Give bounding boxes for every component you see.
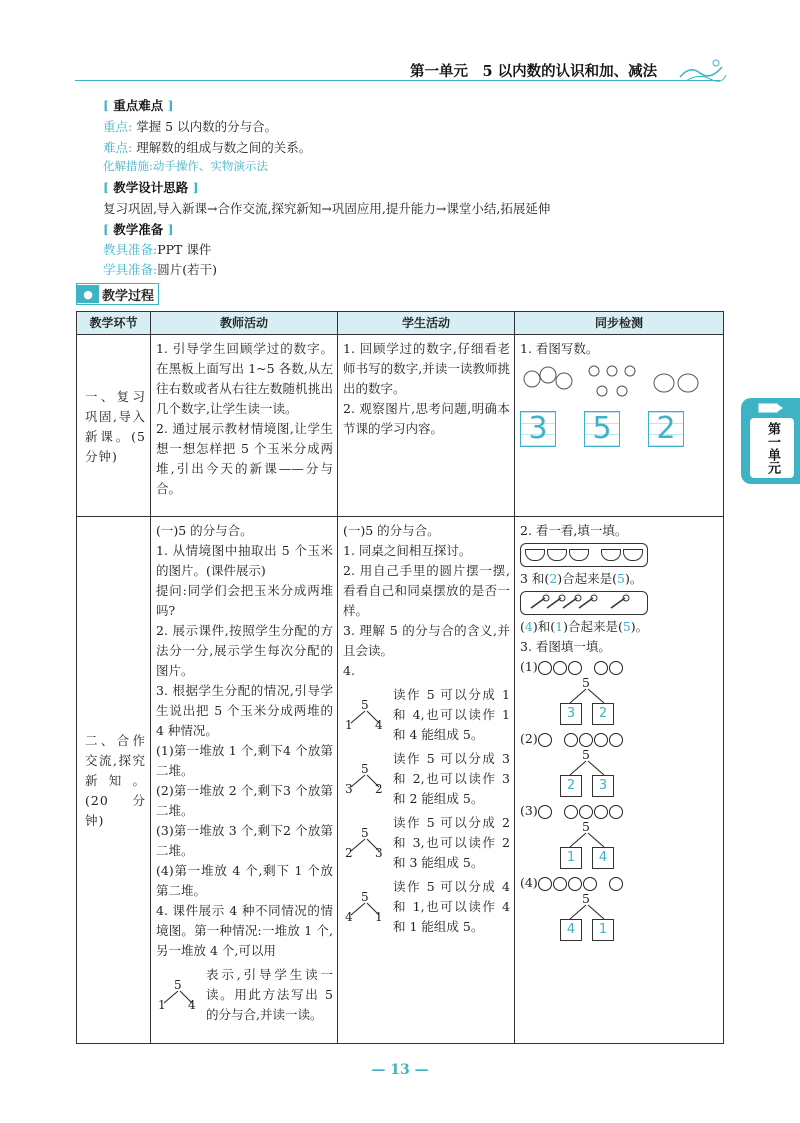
teacher-cell-2 bbox=[151, 517, 338, 1044]
count-pictures bbox=[520, 363, 719, 447]
digit-box: 5 bbox=[584, 411, 620, 447]
pen-icon bbox=[755, 401, 785, 417]
key-point-line: 重点: 掌握 5 以内数的分与合。 bbox=[103, 119, 278, 134]
student-text: 读作 5 可以分成 1 和 4,也可以读作 1 和 4 能组成 5。 bbox=[393, 687, 510, 742]
circle-row: (3) bbox=[520, 801, 719, 821]
header-check: 同步检测 bbox=[515, 312, 724, 335]
bowls-picture bbox=[520, 543, 648, 567]
digit-box: 2 bbox=[648, 411, 684, 447]
page-header-title: 第一单元 5 以内数的认识和加、减法 bbox=[410, 63, 658, 80]
stage-cell-1: 一、复习巩固,导入新课。(5 分钟) bbox=[77, 335, 151, 517]
number-tree: 5 1 4 bbox=[560, 821, 680, 871]
header-student: 学生活动 bbox=[338, 312, 515, 335]
spoons-picture bbox=[520, 591, 648, 615]
teacher-text: 2. 展示课件,按照学生分配的方法分一分,展示学生每次分配的图片。 bbox=[156, 623, 333, 678]
student-text: 1. 回顾学过的数字,仔细看老师书写的数字,并读一读教师挑出的数字。 bbox=[343, 341, 510, 396]
student-text: (一)5 的分与合。 bbox=[343, 523, 440, 538]
picture-group bbox=[648, 363, 704, 447]
student-text: 读作 5 可以分成 3 和 2,也可以读作 3 和 2 能组成 5。 bbox=[393, 751, 510, 806]
lesson-table bbox=[76, 311, 724, 1044]
table-header-row bbox=[77, 312, 724, 335]
digit-box: 3 bbox=[520, 411, 556, 447]
teacher-text: (3)第一堆放 3 个,剩下2 个放第二堆。 bbox=[156, 823, 333, 858]
teacher-text: 表示,引导学生读一读。用此方法写出 5 的分与合,并读一读。 bbox=[206, 967, 333, 1022]
check-item bbox=[520, 657, 719, 727]
split-diagram-row bbox=[156, 965, 333, 1025]
teacher-text: 3. 根据学生分配的情况,引导学生说出把 5 个玉米分成两堆的 4 种情况。 bbox=[156, 683, 333, 738]
student-item-number: 4. bbox=[343, 663, 355, 678]
check-title: 3. 看图填一填。 bbox=[520, 639, 611, 654]
key-section-title: [ 重点难点 ] bbox=[103, 98, 174, 113]
teacher-text: 4. 课件展示 4 种不同情况的情境图。第一种情况:一堆放 1 个,另一堆放 4 个,可以用 bbox=[156, 903, 333, 958]
check-question-2: (4)和(1)合起来是(5)。 bbox=[520, 619, 649, 634]
split-diagram: 5 1 4 bbox=[345, 698, 383, 732]
student-text: 读作 5 可以分成 2 和 3,也可以读作 2 和 3 能组成 5。 bbox=[393, 815, 510, 870]
check-item-list bbox=[520, 657, 719, 943]
split-diagram-row bbox=[343, 877, 510, 937]
student-text: 1. 同桌之间相互探讨。 bbox=[343, 543, 472, 558]
student-cell-2 bbox=[338, 517, 515, 1044]
circle-row: (4) bbox=[520, 873, 719, 893]
side-unit-tab bbox=[741, 398, 800, 484]
teacher-text: 提问:同学们会把玉米分成两堆吗? bbox=[156, 583, 333, 618]
teacher-text: (4)第一堆放 4 个,剩下 1 个放第二堆。 bbox=[156, 863, 333, 898]
teacher-text: 1. 从情境图中抽取出 5 个玉米的图片。(课件展示) bbox=[156, 543, 333, 578]
teacher-text: (2)第一堆放 2 个,剩下3 个放第二堆。 bbox=[156, 783, 333, 818]
check-question-1: 3 和(2)合起来是(5)。 bbox=[520, 571, 643, 586]
teacher-text: (1)第一堆放 1 个,剩下4 个放第二堆。 bbox=[156, 743, 333, 778]
header-rule bbox=[75, 80, 720, 81]
student-text: 3. 理解 5 的分与合的含义,并且会读。 bbox=[343, 623, 510, 658]
design-text: 复习巩固,导入新课→合作交流,探究新知→巩固应用,提升能力→课堂小结,拓展延伸 bbox=[103, 201, 551, 216]
check-title: 2. 看一看,填一填。 bbox=[520, 523, 628, 538]
check-cell-2 bbox=[515, 517, 724, 1044]
picture-group bbox=[520, 363, 576, 447]
split-diagram-row bbox=[343, 813, 510, 873]
split-diagram-row bbox=[343, 685, 510, 745]
location-pin-icon: ● bbox=[77, 285, 99, 303]
check-item bbox=[520, 801, 719, 871]
header-teacher: 教师活动 bbox=[151, 312, 338, 335]
circle-row: (2) bbox=[520, 729, 719, 749]
teacher-text: 2. 通过展示教材情境图,让学生想一想怎样把 5 个玉米分成两堆,引出今天的新课——分与合。 bbox=[156, 421, 333, 496]
process-section-title: ● 教学过程 bbox=[76, 283, 159, 305]
dog-picture-icon bbox=[648, 363, 704, 403]
student-text: 2. 用自己手里的圆片摆一摆,看看自己和同桌摆放的是否一样。 bbox=[343, 563, 510, 618]
split-diagram-row bbox=[343, 749, 510, 809]
check-cell-1 bbox=[515, 335, 724, 517]
table-row bbox=[77, 517, 724, 1044]
split-diagram: 5 2 3 bbox=[345, 826, 383, 860]
student-text: 读作 5 可以分成 4 和 1,也可以读作 4 和 1 能组成 5。 bbox=[393, 879, 510, 934]
split-diagram: 5 4 1 bbox=[345, 890, 383, 924]
animal-picture-icon bbox=[520, 363, 576, 403]
teacher-prep-line: 教具准备:PPT 课件 bbox=[103, 242, 212, 257]
picture-group bbox=[584, 363, 640, 447]
table-row bbox=[77, 335, 724, 517]
number-tree: 5 2 3 bbox=[560, 749, 680, 799]
strategy-line: 化解措施:动手操作、实物演示法 bbox=[103, 159, 268, 173]
teacher-text: 1. 引导学生回顾学过的数字。在黑板上面写出 1~5 各数,从左往右数或者从右往左数随机挑出几个数字,让学生读一读。 bbox=[156, 341, 333, 416]
check-item bbox=[520, 729, 719, 799]
student-prep-line: 学具准备:圆片(若干) bbox=[103, 262, 217, 277]
bird-picture-icon bbox=[584, 363, 640, 403]
number-tree: 5 3 2 bbox=[560, 677, 680, 727]
number-tree: 5 4 1 bbox=[560, 893, 680, 943]
prep-section-title: [ 教学准备 ] bbox=[103, 222, 174, 237]
difficult-point-line: 难点: 理解数的组成与数之间的关系。 bbox=[103, 140, 312, 155]
page-number: — 13 — bbox=[371, 1062, 429, 1078]
teacher-cell-1 bbox=[151, 335, 338, 517]
student-cell-1 bbox=[338, 335, 515, 517]
student-text: 2. 观察图片,思考问题,明确本节课的学习内容。 bbox=[343, 401, 510, 436]
header-decoration-icon bbox=[678, 55, 728, 85]
check-item bbox=[520, 873, 719, 943]
split-diagram: 5 1 4 bbox=[158, 978, 196, 1012]
teacher-text: (一)5 的分与合。 bbox=[156, 523, 253, 538]
student-split-list bbox=[343, 685, 510, 937]
stage-cell-2: 二、合作交流,探究新知。(20 分钟) bbox=[77, 517, 151, 1044]
design-section-title: [ 教学设计思路 ] bbox=[103, 180, 199, 195]
check-title: 1. 看图写数。 bbox=[520, 341, 599, 356]
side-tab-label: 第一单元 bbox=[750, 418, 794, 478]
header-stage: 教学环节 bbox=[77, 312, 151, 335]
split-diagram: 5 3 2 bbox=[345, 762, 383, 796]
circle-row: (1) bbox=[520, 657, 719, 677]
